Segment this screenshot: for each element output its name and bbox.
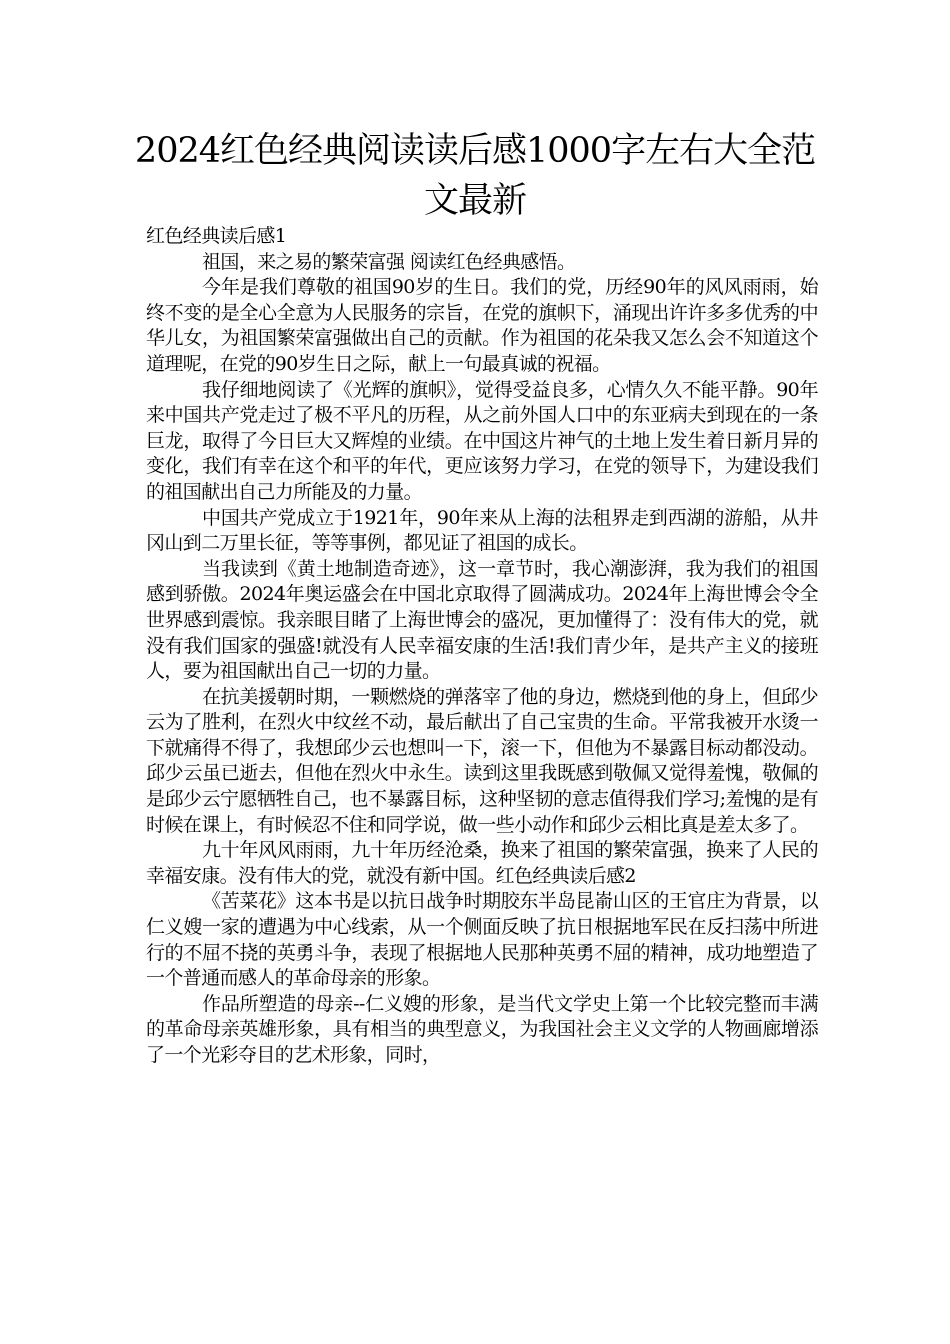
paragraph: 祖国，来之易的繁荣富强 阅读红色经典感悟。	[202, 250, 576, 273]
paragraph: 中国共产党成立于1921年，90年来从上海的法租界走到西湖的游船，从井冈山到二万里长征，等等事例，都见证了祖国的成长。	[146, 506, 818, 555]
paragraph: 在抗美援朝时期，一颗燃烧的弹落宰了他的身边，燃烧到他的身上，但邱少云为了胜利，在烈火中纹丝不动，最后献出了自己宝贵的生命。平常我被开水烫一下就痛得不得了，我想邱少云也想叫一下，滚一下，但他为不暴露目标动都没动。邱少云虽已逝去，但他在烈火中永生。读到这里我既感到敬佩又觉得羞愧，敬佩的是邱少云宁愿牺牲自己，也不暴露目标，这种坚韧的意志值得我们学习;羞愧的是有时候在课上，有时候忍不住和同学说，做一些小动作和邱少云相比真是差太多了。	[146, 685, 818, 836]
document-title: 2024红色经典阅读读后感1000字左右大全范文最新	[134, 131, 816, 221]
section-heading: 红色经典读后感1	[146, 225, 287, 247]
paragraph: 今年是我们尊敬的祖国90岁的生日。我们的党，历经90年的风风雨雨，始终不变的是全心全意为人民服务的宗旨，在党的旗帜下，涌现出许许多多优秀的中华儿女，为祖国繁荣富强做出自己的贡献。作为祖国的花朵我又怎么会不知道这个道理呢，在党的90岁生日之际，献上一句最真诚的祝福。	[146, 276, 818, 375]
paragraph: 作品所塑造的母亲--仁义嫂的形象，是当代文学史上第一个比较完整而丰满的革命母亲英雄形象，具有相当的典型意义，为我国社会主义文学的人物画廊增添了一个光彩夺目的艺术形象，同时，	[146, 992, 818, 1066]
paragraph: 九十年风风雨雨，九十年历经沧桑，换来了祖国的繁荣富强，换来了人民的幸福安康。没有伟大的党，就没有新中国。红色经典读后感2	[146, 839, 818, 887]
document-body	[146, 224, 818, 1069]
paragraph: 我仔细地阅读了《光辉的旗帜》，觉得受益良多，心情久久不能平静。90年来中国共产党走过了极不平凡的历程，从之前外国人口中的东亚病夫到现在的一条巨龙，取得了今日巨大又辉煌的业绩。在中国这片神气的土地上发生着日新月异的变化，我们有幸在这个和平的年代，更应该努力学习，在党的领导下，为建设我们的祖国献出自己力所能及的力量。	[146, 378, 818, 503]
paragraph: 当我读到《黄土地制造奇迹》，这一章节时，我心潮澎湃，我为我们的祖国感到骄傲。2024年奥运盛会在中国北京取得了圆满成功。2024年上海世博会令全世界感到震惊。我亲眼目睹了上海世博会的盛况，更加懂得了：没有伟大的党，就没有我们国家的强盛!就没有人民幸福安康的生活!我们青少年，是共产主义的接班人，要为祖国献出自己一切的力量。	[146, 557, 818, 683]
paragraph: 《苦菜花》这本书是以抗日战争时期胶东半岛昆嵛山区的王官庄为背景，以仁义嫂一家的遭遇为中心线索，从一个侧面反映了抗日根据地军民在反扫荡中所进行的不屈不挠的英勇斗争，表现了根据地人民那种英勇不屈的精神，成功地塑造了一个普通而感人的革命母亲的形象。	[146, 890, 818, 990]
